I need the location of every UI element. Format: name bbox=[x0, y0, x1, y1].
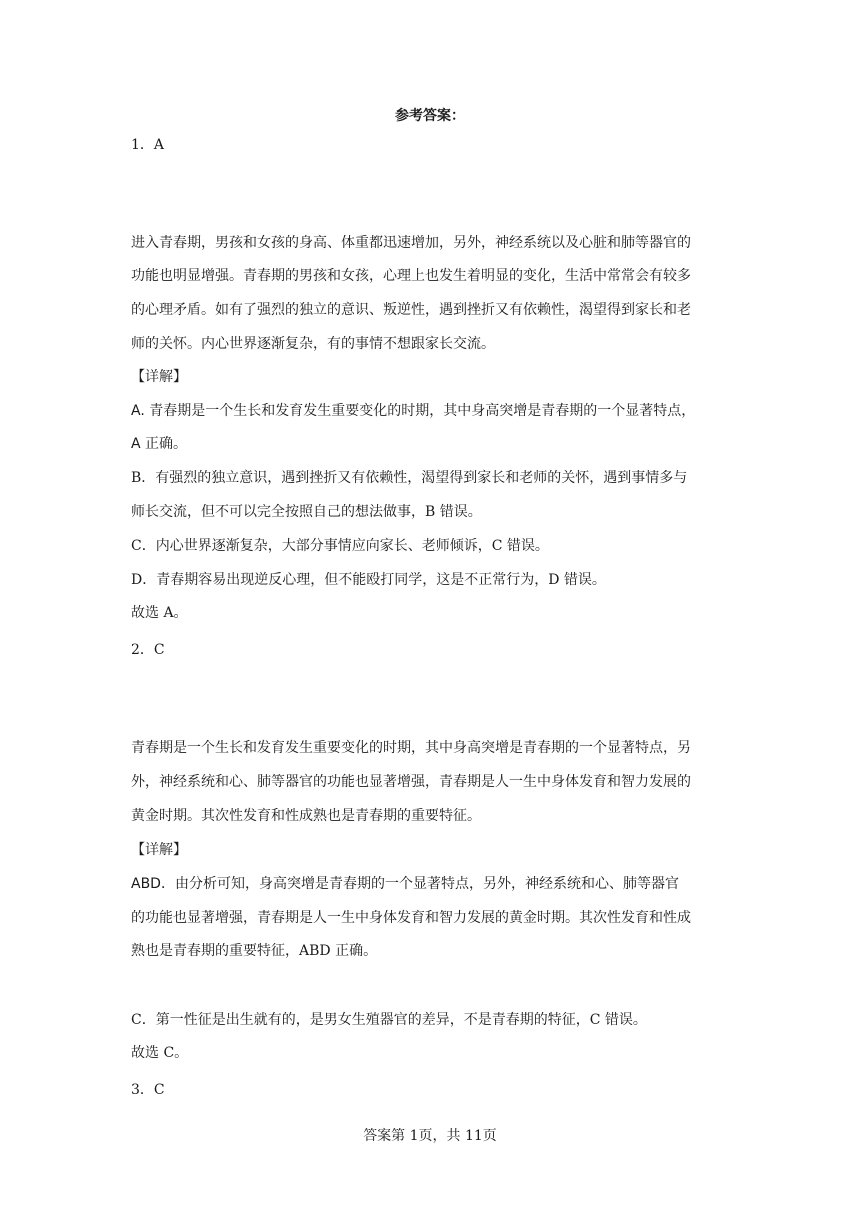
q2-detail-line: 熟也是青春期的重要特征，ABD 正确。 bbox=[131, 943, 378, 959]
q1-detail-line: 师长交流，但不可以完全按照自己的想法做事，B 错误。 bbox=[131, 504, 482, 520]
q1-detail-heading: 【详解】 bbox=[131, 369, 187, 385]
q2-conclusion: 故选 C。 bbox=[131, 1045, 189, 1061]
q1-detail-line: B．有强烈的独立意识，遇到挫折又有依赖性，渴望得到家长和老师的关怀，遇到事情多与 bbox=[131, 470, 688, 486]
q1-conclusion: 故选 A。 bbox=[131, 605, 188, 621]
q2-detail-c: C．第一性征是出生就有的，是男女生殖器官的差异，不是青春期的特征，C 错误。 bbox=[131, 1012, 647, 1028]
q2-analysis-line: 青春期是一个生长和发育发生重要变化的时期，其中身高突增是青春期的一个显著特点，另 bbox=[131, 740, 691, 756]
q1-detail-line: C．内心世界逐渐复杂，大部分事情应向家长、老师倾诉，C 错误。 bbox=[131, 538, 549, 554]
page-title: 参考答案： bbox=[395, 108, 465, 124]
q1-detail-line: A 正确。 bbox=[131, 436, 188, 452]
q2-detail-line: ABD．由分析可知，身高突增是青春期的一个显著特点，另外，神经系统和心、肺等器官 bbox=[131, 876, 679, 892]
q1-analysis-line: 进入青春期，男孩和女孩的身高、体重都迅速增加，另外，神经系统以及心脏和肺等器官的 bbox=[131, 235, 691, 251]
q1-analysis-line: 师的关怀。内心世界逐渐复杂，有的事情不想跟家长交流。 bbox=[131, 336, 495, 352]
q2-analysis-line: 外，神经系统和心、肺等器官的功能也显著增强，青春期是人一生中身体发育和智力发展的 bbox=[131, 774, 691, 790]
q1-analysis-line: 功能也明显增强。青春期的男孩和女孩，心理上也发生着明显的变化，生活中常常会有较多 bbox=[131, 268, 691, 284]
q1-detail-line: A. 青春期是一个生长和发育发生重要变化的时期，其中身高突增是青春期的一个显著特点， bbox=[131, 403, 696, 419]
q2-detail-line: 的功能也显著增强，青春期是人一生中身体发育和智力发展的黄金时期。其次性发育和性成 bbox=[131, 910, 691, 926]
q1-answer: 1．A bbox=[131, 137, 165, 153]
q1-analysis-line: 的心理矛盾。如有了强烈的独立的意识、叛逆性，遇到挫折又有依赖性，渴望得到家长和老 bbox=[131, 302, 691, 318]
q2-analysis-line: 黄金时期。其次性发育和性成熟也是青春期的重要特征。 bbox=[131, 808, 481, 824]
q1-detail-line: D．青春期容易出现逆反心理，但不能殴打同学，这是不正常行为，D 错误。 bbox=[131, 572, 606, 588]
q2-detail-heading: 【详解】 bbox=[131, 842, 187, 858]
page-footer: 答案第 1页，共 11页 bbox=[363, 1128, 497, 1144]
q2-answer: 2．C bbox=[131, 642, 165, 658]
q3-answer: 3．C bbox=[131, 1082, 165, 1098]
